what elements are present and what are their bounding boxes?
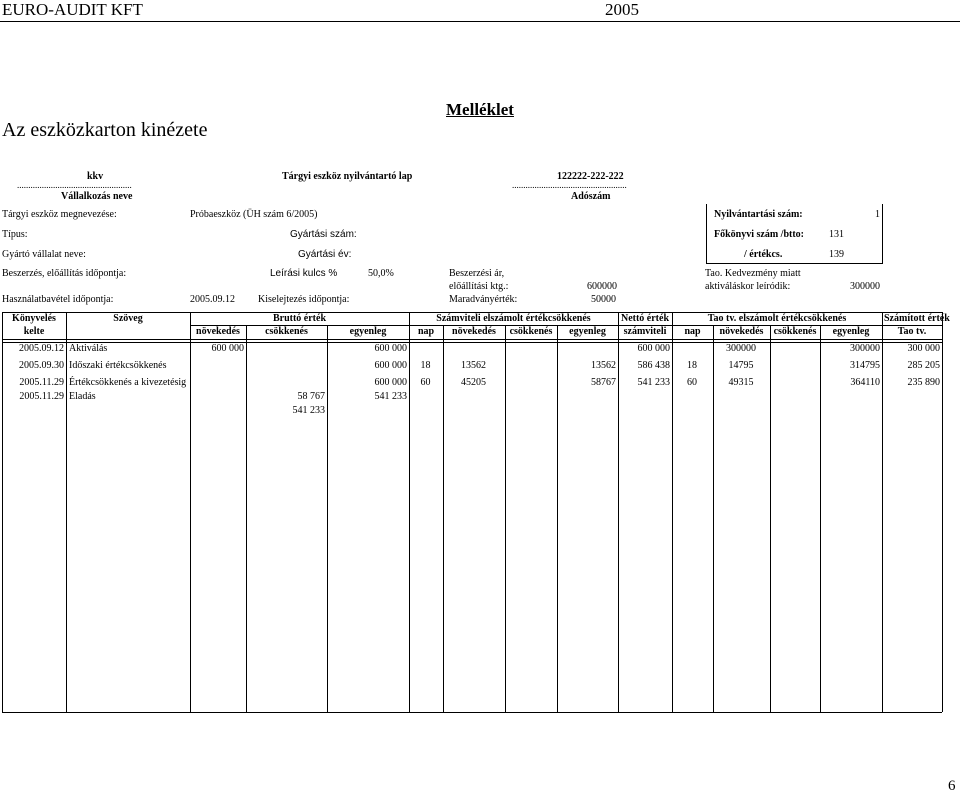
ledger-box-right — [882, 204, 883, 264]
cell-day2: 60 — [687, 377, 697, 388]
cell-dec: 58 767 — [297, 391, 325, 402]
col-text: Szöveg — [113, 313, 143, 324]
col-acc: számviteli — [623, 326, 667, 337]
col-bal: egyenleg — [349, 326, 387, 337]
register-label: Tárgyi eszköz nyilvántartó lap — [282, 171, 413, 182]
cell-date: 2005.09.12 — [19, 343, 64, 354]
cell-inc3: 300000 — [726, 343, 756, 354]
year-label: Gyártási év: — [298, 249, 352, 260]
tax-number: 122222-222-222 — [557, 171, 624, 182]
tao-value: 300000 — [850, 281, 880, 292]
cell-day: 18 — [420, 360, 431, 371]
residual-label: Maradványérték: — [449, 294, 518, 305]
rate-value: 50,0% — [368, 268, 394, 279]
use-label: Használatbavétel időpontja: — [2, 294, 114, 305]
col-inc2: növekedés — [452, 326, 496, 337]
cell-date: 2005.11.29 — [19, 377, 64, 388]
cell-bal3: 300000 — [850, 343, 880, 354]
tax-dots: ................................................... — [512, 180, 627, 190]
cell-date: 2005.09.30 — [19, 360, 64, 371]
type-label: Típus: — [2, 229, 28, 240]
use-value: 2005.09.12 — [190, 294, 235, 305]
company-dots: ................................................... — [17, 180, 132, 190]
col-gross: Bruttó érték — [272, 313, 327, 324]
cell-bal: 541 233 — [374, 391, 407, 402]
tao-label-2: aktiváláskor leíródik: — [705, 281, 791, 292]
company-label: Vállalkozás neve — [61, 191, 133, 202]
depr-value: 139 — [829, 249, 844, 260]
col-tao-depr: Tao tv. elszámolt értékcsökkenés — [707, 313, 847, 324]
col-day2: nap — [684, 326, 701, 337]
reg-no-value: 1 — [875, 209, 880, 220]
col-dec2: csökkenés — [509, 326, 553, 337]
cell-dec: 541 233 — [292, 405, 325, 416]
col-net: Nettó érték — [620, 313, 670, 324]
ledger-box-bottom — [706, 263, 882, 264]
ledger-value: 131 — [829, 229, 844, 240]
col-tao: Tao tv. — [897, 326, 927, 337]
col-book: Könyvelés — [12, 313, 56, 324]
ledger-box-left — [706, 204, 707, 264]
col-inc: növekedés — [196, 326, 240, 337]
cell-acc: 586 438 — [637, 360, 670, 371]
cell-inc3: 14795 — [728, 360, 754, 371]
col-inc3: növekedés — [719, 326, 764, 337]
cell-tao: 235 890 — [907, 377, 940, 388]
col-dec3: csökkenés — [773, 326, 817, 337]
col-dec: csökkenés — [265, 326, 308, 337]
cell-text: Eladás — [69, 391, 96, 402]
cell-day: 60 — [420, 377, 431, 388]
cell-bal2: 13562 — [591, 360, 616, 371]
cell-acc: 600 000 — [637, 343, 670, 354]
cell-inc3: 49315 — [728, 377, 754, 388]
cost-value: 600000 — [587, 281, 617, 292]
cell-inc2: 13562 — [461, 360, 486, 371]
col-calc: Számított érték — [884, 313, 950, 324]
cell-bal: 600 000 — [374, 343, 407, 354]
reg-no-label: Nyilvántartási szám: — [714, 209, 803, 220]
company-header: EURO-AUDIT KFT — [2, 0, 143, 19]
cell-inc2: 45205 — [461, 377, 486, 388]
annex-title: Melléklet — [446, 100, 514, 119]
tao-label-1: Tao. Kedvezmény miatt — [705, 268, 801, 279]
kkv-label: kkv — [87, 171, 104, 182]
col-date: kelte — [23, 326, 45, 337]
maker-label: Gyártó vállalat neve: — [2, 249, 86, 260]
tax-label: Adószám — [571, 191, 611, 202]
header-rule — [0, 21, 960, 22]
asset-name-label: Tárgyi eszköz megnevezése: — [2, 209, 117, 220]
cost-label-2: előállítási ktg.: — [449, 281, 509, 292]
depr-label: / értékcs. — [744, 249, 783, 260]
year-header: 2005 — [605, 0, 639, 19]
page-number: 6 — [948, 778, 956, 794]
col-bal3: egyenleg — [832, 326, 870, 337]
cell-bal: 600 000 — [374, 377, 407, 388]
asset-name-value: Próbaeszköz (ÜH szám 6/2005) — [190, 209, 318, 220]
cell-day2: 18 — [687, 360, 697, 371]
cell-bal2: 58767 — [591, 377, 616, 388]
residual-value: 50000 — [591, 294, 616, 305]
cell-acc: 541 233 — [637, 377, 670, 388]
cell-tao: 285 205 — [907, 360, 940, 371]
ledger-label: Főkönyvi szám /btto: — [714, 229, 804, 240]
page-title: Az eszközkarton kinézete — [2, 119, 208, 141]
serial-label: Gyártási szám: — [290, 229, 357, 240]
purchase-label: Beszerzés, előállítás időpontja: — [2, 268, 127, 279]
cell-bal: 600 000 — [374, 360, 407, 371]
cost-label-1: Beszerzési ár, — [449, 268, 505, 279]
cell-bal3: 314795 — [850, 360, 880, 371]
cell-inc: 600 000 — [211, 343, 244, 354]
disposal-label: Kiselejtezés időpontja: — [258, 294, 350, 305]
col-day: nap — [417, 326, 435, 337]
cell-tao: 300 000 — [907, 343, 940, 354]
cell-text: Időszaki értékcsökkenés — [69, 360, 167, 371]
col-bal2: egyenleg — [569, 326, 606, 337]
cell-date: 2005.11.29 — [19, 391, 64, 402]
cell-text: Aktiválás — [69, 343, 108, 354]
cell-text: Értékcsökkenés a kivezetésig — [69, 377, 187, 388]
rate-label: Leírási kulcs % — [270, 268, 338, 279]
cell-bal3: 364110 — [850, 377, 880, 388]
col-acc-depr: Számviteli elszámolt értékcsökkenés — [436, 313, 591, 324]
